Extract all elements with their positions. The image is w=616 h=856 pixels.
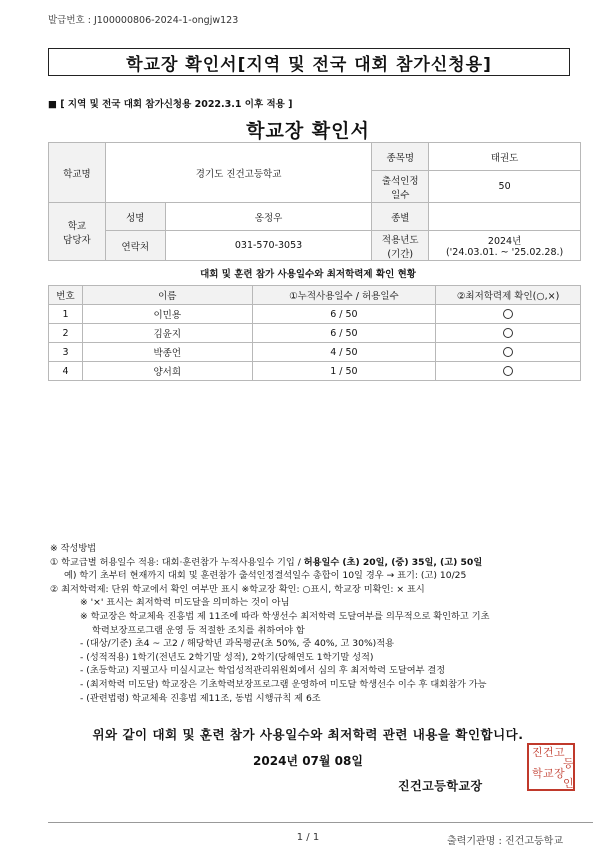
col-header-min-academic: ②최저학력제 확인(○,×)	[436, 286, 581, 305]
attendance-days-value: 50	[429, 171, 581, 203]
applicable-year-label-line1: 적용년도	[381, 234, 419, 246]
contact-label: 연락처	[105, 231, 165, 261]
issue-number: 발급번호 : J100000806-2024-1-ongjw123	[48, 15, 239, 26]
school-info-table	[48, 142, 581, 261]
row-no: 1	[49, 305, 83, 324]
row-name: 양서희	[82, 362, 252, 381]
official-seal	[527, 743, 575, 791]
table-row	[49, 324, 581, 343]
contact-value: 031-570-3053	[165, 231, 372, 261]
instruction-line: - (초등학교) 지필고사 미실시교는 학업성적관리위원회에서 심의 후 최저학력 도달여부 결정	[80, 665, 446, 677]
seal-char: 인	[563, 777, 574, 790]
circle-check-icon	[503, 347, 513, 357]
row-days: 6 / 50	[252, 305, 436, 324]
issue-date: 2024년 07월 08일	[253, 754, 363, 768]
instruction-line: - (관련법령) 학교체육 진흥법 제11조, 동법 시행규칙 제 6조	[80, 692, 321, 704]
instruction-line-bold: 허용일수 (초) 20일, (중) 35일, (고) 50일	[303, 556, 483, 568]
event-label: 종목명	[372, 143, 429, 171]
event-value: 태권도	[429, 143, 581, 171]
table-row	[49, 343, 581, 362]
instruction-line: 예) 학기 초부터 현재까지 대회 및 훈련참가 출석인정결석일수 총합이 10일 경우 → 표기: (고) 10/25	[64, 570, 467, 582]
instruction-line: ※ '×' 표시는 최저학력 미도달을 의미하는 것이 아님	[80, 597, 290, 609]
footer-divider	[48, 822, 593, 823]
attendance-days-label	[372, 171, 429, 203]
instruction-line: ※ 학교장은 학교체육 진흥법 제 11조에 따라 학생선수 최저학력 도달여부를 의무적으로 확인하고 기초	[80, 610, 490, 622]
school-name-label: 학교명	[49, 143, 106, 203]
row-no: 2	[49, 324, 83, 343]
row-name: 박종언	[82, 343, 252, 362]
instruction-line: - (대상/기준) 초4 ~ 고2 / 해당학년 과목평균(초 50%, 중 40%, 고 30%)적용	[80, 638, 395, 650]
document-header-title: 학교장 확인서[지역 및 전국 대회 참가신청용]	[48, 48, 570, 76]
seal-char: 진	[532, 746, 543, 759]
confirmation-statement: 위와 같이 대회 및 훈련 참가 사용일수와 최저학력 관련 내용을 확인합니다.	[92, 727, 524, 742]
issuing-institution: 출력기관명 : 진건고등학교	[447, 836, 563, 847]
circle-check-icon	[503, 309, 513, 319]
staff-label-line2: 담당자	[63, 234, 91, 246]
row-name: 김윤지	[82, 324, 252, 343]
applicable-year-label	[372, 231, 429, 261]
instructions-heading: ※ 작성방법	[50, 543, 97, 554]
table-row	[49, 305, 581, 324]
seal-char: 학	[532, 767, 543, 780]
staff-name-label: 성명	[105, 203, 165, 231]
applicable-year-value-line1: 2024년	[487, 236, 522, 247]
attendance-days-label-line1: 출석인정	[381, 175, 419, 187]
applicable-year-value	[429, 231, 581, 261]
instruction-line: - (최저학력 미도달) 학교장은 기초학력보장프로그램 운영하여 미도달 학생선수 이수 후 대회참가 가능	[80, 678, 487, 690]
staff-label	[49, 203, 106, 261]
stats-table	[48, 285, 581, 381]
row-name: 이민용	[82, 305, 252, 324]
instruction-line: - (성적적용) 1학기(전년도 2학기말 성적), 2학기(당해연도 1학기말 성적)	[80, 651, 374, 663]
category-label: 종별	[372, 203, 429, 231]
table-row	[49, 362, 581, 381]
row-no: 3	[49, 343, 83, 362]
seal-char: 고	[554, 746, 565, 759]
row-no: 4	[49, 362, 83, 381]
seal-char: 건	[543, 746, 554, 759]
col-header-no: 번호	[49, 286, 83, 305]
circle-check-icon	[503, 328, 513, 338]
category-value	[429, 203, 581, 231]
page-number: 1 / 1	[296, 832, 320, 843]
attendance-days-label-line2: 일수	[391, 189, 410, 201]
principal-name: 진건고등학교장	[398, 779, 483, 793]
school-name-value: 경기도 진건고등학교	[105, 143, 371, 203]
instruction-line: 학력보장프로그램 운영 등 적절한 조치를 취하여야 함	[92, 624, 305, 636]
seal-char: 장	[554, 767, 565, 780]
row-days: 1 / 50	[252, 362, 436, 381]
instruction-line-part: ① 학교급별 허용일수 적용: 대회·훈련참가 누적사용일수 기입 /	[50, 556, 304, 568]
stats-heading: 대회 및 훈련 참가 사용일수와 최저학력제 확인 현황	[200, 269, 416, 280]
applicable-year-value-line2: ('24.03.01. ~ '25.02.28.)	[445, 247, 564, 258]
instruction-line: ② 최저학력제: 단위 학교에서 확인 여부만 표시 ※학교장 확인: ○표시, 학교장 미확인: × 표시	[50, 583, 425, 595]
circle-check-icon	[503, 366, 513, 376]
staff-name-value: 옹정우	[165, 203, 372, 231]
col-header-name: 이름	[82, 286, 252, 305]
applicable-year-label-line2: (기간)	[387, 248, 414, 260]
instruction-line	[50, 556, 595, 570]
row-days: 6 / 50	[252, 324, 436, 343]
seal-char: 교	[543, 767, 554, 780]
document-title: 학교장 확인서	[246, 120, 370, 142]
staff-label-line1: 학교	[67, 220, 87, 232]
instructions-section	[50, 542, 595, 705]
row-days: 4 / 50	[252, 343, 436, 362]
applicability-note: ■ [ 지역 및 전국 대회 참가신청용 2022.3.1 이후 적용 ]	[48, 99, 293, 110]
col-header-days: ①누적사용일수 / 허용일수	[252, 286, 436, 305]
seal-char: 등	[563, 757, 574, 770]
